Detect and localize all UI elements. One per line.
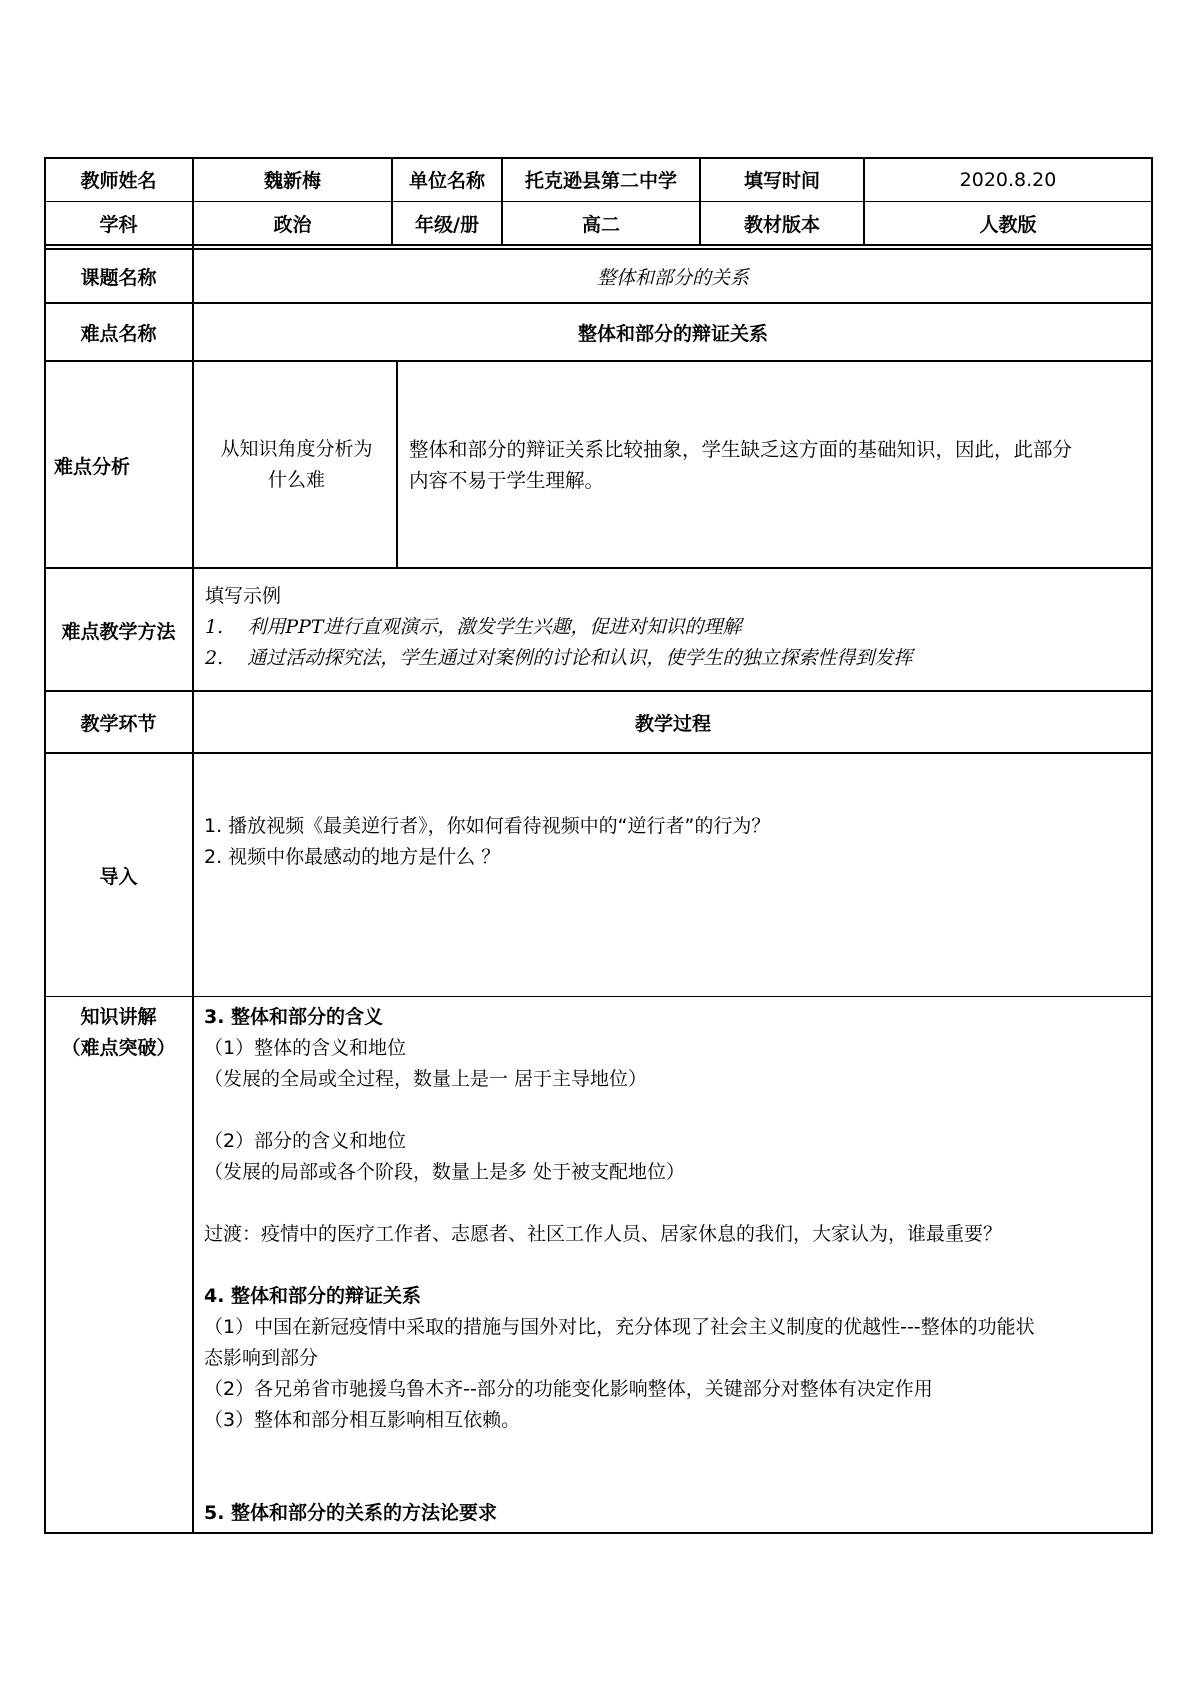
section-4-item2: （2）各兄弟省市驰援乌鲁木齐--部分的功能变化影响整体，关键部分对整体有决定作用 <box>204 1378 933 1400</box>
process-header-label: 教学过程 <box>634 713 711 735</box>
method-label: 难点教学方法 <box>61 620 176 643</box>
table-border-bottom <box>44 1532 1153 1534</box>
teacher-name-label: 教师姓名 <box>80 170 157 192</box>
method-example: 填写示例 <box>205 585 282 607</box>
method-item1: 利用PPT进行直观演示，激发学生兴趣，促进对知识的理解 <box>247 616 742 638</box>
teacher-name-value: 魏新梅 <box>263 170 321 192</box>
section-4-item1-line1: （1）中国在新冠疫情中采取的措施与国外对比，充分体现了社会主义制度的优越性---整体的功能状 <box>204 1316 1035 1338</box>
analysis-text <box>409 434 1149 496</box>
section-3-item1: （1）整体的含义和地位 <box>204 1037 407 1059</box>
subject-label: 学科 <box>99 214 138 236</box>
transition-text: 过渡：疫情中的医疗工作者、志愿者、社区工作人员、居家休息的我们，大家认为，谁最重要？ <box>204 1223 1003 1245</box>
fill-date-label: 填写时间 <box>743 170 820 192</box>
intro-label: 导入 <box>99 866 138 888</box>
analysis-sub-label-line2: 什么难 <box>267 469 325 491</box>
subject-value: 政治 <box>273 214 312 236</box>
section-3-item1-detail: （发展的全局或全过程，数量上是一 居于主导地位） <box>204 1068 648 1090</box>
method-item1-number: 1. <box>205 616 224 638</box>
knowledge-content <box>204 1002 1149 1529</box>
intro-content <box>204 811 1144 873</box>
method-item2-number: 2. <box>205 647 224 669</box>
knowledge-label-line1: 知识讲解 <box>80 1006 157 1028</box>
topic-label: 课题名称 <box>80 267 157 289</box>
intro-line2: 2. 视频中你最感动的地方是什么 ？ <box>204 846 501 868</box>
section-4-item1-line2: 态影响到部分 <box>204 1347 319 1369</box>
analysis-sub-label <box>204 434 389 496</box>
method-item2: 通过活动探究法，学生通过对案例的讨论和认识，使学生的独立探索性得到发挥 <box>247 647 913 669</box>
grade-value: 高二 <box>581 214 620 236</box>
section-3-item2-detail: （发展的局部或各个阶段，数量上是多 处于被支配地位） <box>204 1161 686 1183</box>
intro-line1: 1. 播放视频《最美逆行者》，你如何看待视频中的“逆行者”的行为？ <box>204 815 771 837</box>
method-content <box>205 581 1145 674</box>
lesson-plan-table <box>44 157 1153 1534</box>
section-5-title: 5. 整体和部分的关系的方法论要求 <box>204 1502 498 1524</box>
analysis-text-line1: 整体和部分的辩证关系比较抽象，学生缺乏这方面的基础知识，因此，此部分 <box>409 438 1073 461</box>
section-3-item2: （2）部分的含义和地位 <box>204 1130 407 1152</box>
analysis-label: 难点分析 <box>54 455 131 478</box>
analysis-sub-label-line1: 从知识角度分析为 <box>220 438 373 460</box>
column-divider <box>396 361 398 568</box>
knowledge-label <box>44 1002 193 1064</box>
row-divider <box>44 567 1153 569</box>
table-border-right <box>1151 157 1153 1534</box>
fill-date-value: 2020.8.20 <box>959 168 1057 191</box>
textbook-version-value: 人教版 <box>979 214 1037 236</box>
difficulty-label: 难点名称 <box>80 323 157 345</box>
stage-header-label: 教学环节 <box>80 713 157 735</box>
grade-label: 年级/册 <box>415 214 479 236</box>
analysis-text-line2: 内容不易于学生理解。 <box>409 469 605 492</box>
knowledge-label-line2: （难点突破） <box>61 1037 176 1059</box>
section-3-title: 3. 整体和部分的含义 <box>204 1006 384 1028</box>
section-4-item3: （3）整体和部分相互影响相互依赖。 <box>204 1409 521 1431</box>
school-name-label: 单位名称 <box>408 170 485 192</box>
difficulty-value: 整体和部分的辩证关系 <box>577 323 768 345</box>
section-4-title: 4. 整体和部分的辩证关系 <box>204 1285 422 1307</box>
topic-value: 整体和部分的关系 <box>596 267 749 289</box>
textbook-version-label: 教材版本 <box>743 214 820 236</box>
row-divider <box>44 996 1153 997</box>
school-name-value: 托克逊县第二中学 <box>524 170 677 192</box>
